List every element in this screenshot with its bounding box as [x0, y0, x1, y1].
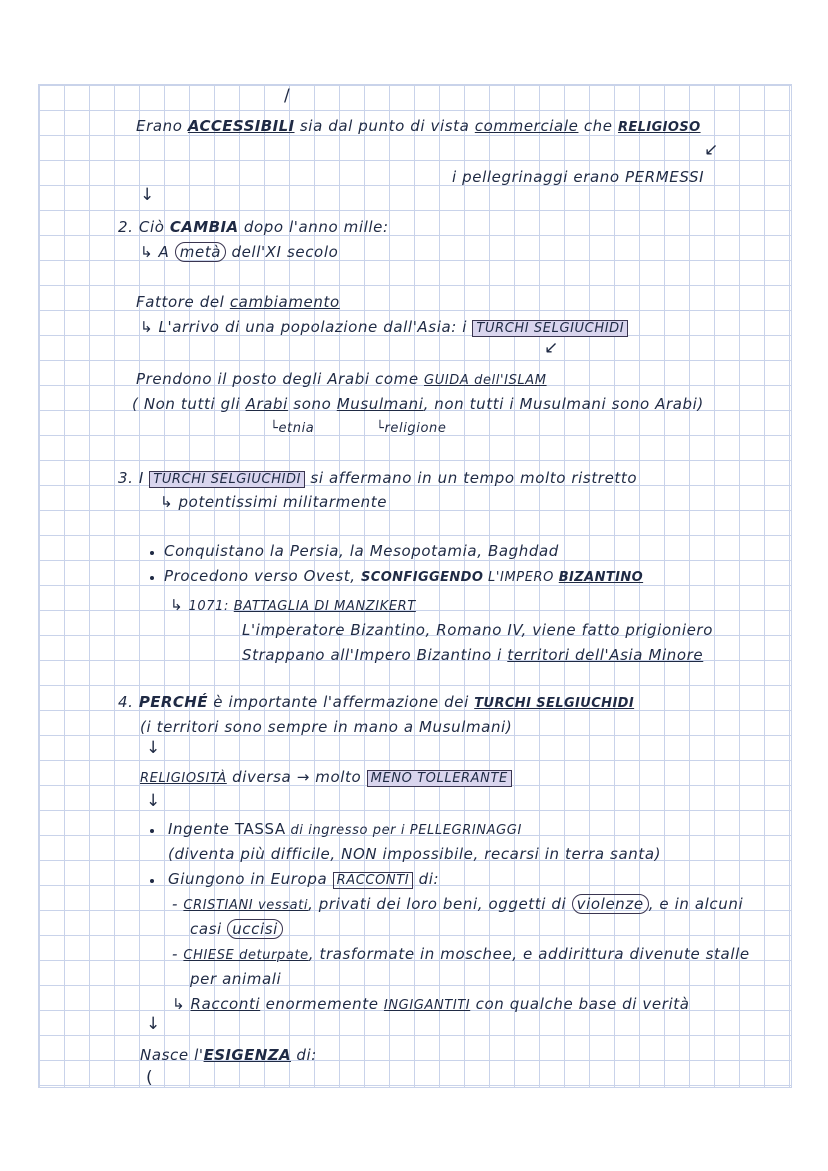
- arrow-down-icon: ↓: [146, 1014, 161, 1034]
- non-tutti-line: ( Non tutti gli Arabi sono Musulmani, non tutti i Musulmani sono Arabi): [132, 395, 704, 413]
- uccisi-line: casi uccisi: [190, 920, 283, 938]
- arrow-down-icon: ↓: [146, 791, 161, 811]
- section-2-heading: 2. Ciò CAMBIA dopo l'anno mille:: [118, 218, 389, 236]
- arrow-return-icon: ↳: [172, 995, 191, 1013]
- section-3-sub: ↳ potentissimi militarmente: [160, 493, 388, 511]
- bullet-conquistano: Conquistano la Persia, la Mesopotamia, Baghdad: [164, 542, 559, 560]
- section-4-heading: 4. PERCHÉ è importante l'affermazione dei TURCHI SELGIUCHIDI: [118, 693, 635, 711]
- battaglia-line: ↳ 1071: BATTAGLIA DI MANZIKERT: [170, 596, 416, 614]
- arrow-return-icon: ↳: [140, 318, 159, 336]
- bullet-racconti: Giungono in Europa RACCONTI di:: [168, 870, 440, 888]
- line-pellegrinaggi: i pellegrinaggi erano PERMESSI: [452, 168, 705, 186]
- ingigantiti-line: ↳ Racconti enormemente INGIGANTITI con qualche base di verità: [172, 995, 690, 1013]
- arrow-return-icon: ↳: [160, 493, 179, 511]
- bullet-dot: [150, 829, 154, 833]
- fattore-line: Fattore del cambiamento: [136, 293, 340, 311]
- tick-mark-icon: /: [284, 86, 290, 106]
- arrow-down-left-icon: ↙: [704, 140, 719, 160]
- chiese-line: - CHIESE deturpate, trasformate in moschee, e addirittura divenute stalle: [172, 945, 750, 963]
- section-4-sub: (i territori sono sempre in mano a Musulmani): [140, 718, 513, 736]
- religiosita-line: RELIGIOSITÀ diversa → molto MENO TOLLERANTE: [140, 768, 512, 786]
- section-3-heading: 3. I TURCHI SELGIUCHIDI si affermano in un tempo molto ristretto: [118, 469, 638, 487]
- section-2-sub: ↳ A metà dell'XI secolo: [140, 243, 339, 261]
- arrow-return-icon: ↳: [170, 596, 189, 614]
- prendono-line: Prendono il posto degli Arabi come GUIDA dell'ISLAM: [136, 370, 547, 388]
- arrow-down-icon: ↓: [146, 738, 161, 758]
- imperatore-line: L'imperatore Bizantino, Romano IV, viene fatto prigioniero: [242, 621, 713, 639]
- open-paren-mark: (: [146, 1068, 153, 1088]
- cristiani-line: - CRISTIANI vessati, privati dei loro beni, oggetti di violenze , e in alcuni: [172, 895, 744, 913]
- arrow-down-icon: ↓: [140, 185, 155, 205]
- animali-line: per animali: [190, 970, 282, 988]
- bullet-dot: [150, 576, 154, 580]
- etnia-note: └etnia: [270, 421, 315, 436]
- bullet-dot: [150, 551, 154, 555]
- bullet-tassa: Ingente TASSA di ingresso per i PELLEGRINAGGI: [168, 820, 522, 838]
- line-accessibili: Erano ACCESSIBILI sia dal punto di vista commerciale che RELIGIOSO: [136, 117, 701, 135]
- arrivo-line: ↳ L'arrivo di una popolazione dall'Asia: i TURCHI SELGIUCHIDI: [140, 318, 628, 336]
- religione-note: └religione: [376, 421, 447, 436]
- esigenza-line: Nasce l'ESIGENZA di:: [140, 1046, 317, 1064]
- bullet-dot: [150, 879, 154, 883]
- arrow-down-left-icon: ↙: [544, 338, 559, 358]
- strappano-line: Strappano all'Impero Bizantino i territori dell'Asia Minore: [242, 646, 704, 664]
- tassa-note: (diventa più difficile, NON impossibile, recarsi in terra santa): [168, 845, 662, 863]
- arrow-return-icon: ↳: [140, 243, 159, 261]
- bullet-procedono: Procedono verso Ovest, SCONFIGGENDO L'IMPERO BIZANTINO: [164, 567, 644, 585]
